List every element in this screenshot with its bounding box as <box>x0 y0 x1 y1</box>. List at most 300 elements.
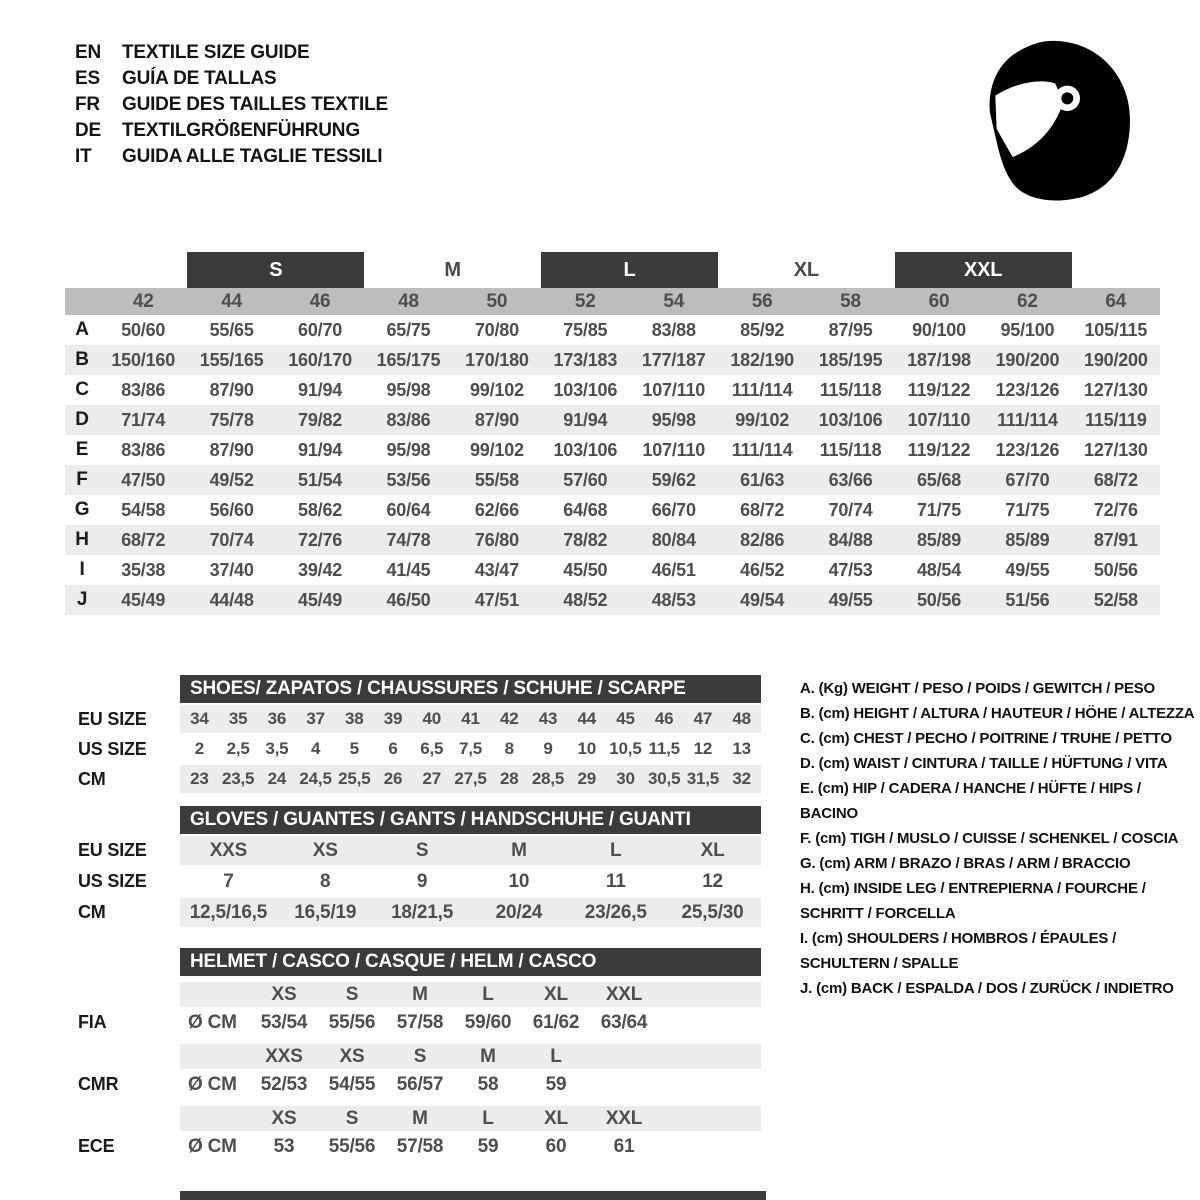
glove-size-cell: 20/24 <box>495 901 543 923</box>
shoe-size-cell: 13 <box>732 739 751 758</box>
measurement-cell: 59/62 <box>651 469 696 490</box>
measurement-cell: 87/90 <box>474 409 519 430</box>
helmet-size-label: XL <box>544 1107 568 1129</box>
language-header <box>75 40 388 170</box>
helmet-size-cell: 58 <box>477 1073 499 1095</box>
measurement-cell: 71/74 <box>121 409 166 430</box>
helmet-size-cell: 55/56 <box>328 1011 376 1033</box>
shoe-size-cell: 2 <box>194 739 204 758</box>
numeric-size-band <box>65 288 1160 315</box>
numeric-size: 54 <box>663 290 685 312</box>
measurement-cell: 165/175 <box>376 349 441 370</box>
measurement-cell: 119/122 <box>907 439 971 460</box>
measurement-cell: 87/90 <box>209 379 254 400</box>
row-label: US SIZE <box>65 867 180 896</box>
shoe-size-cell: 3,5 <box>265 739 289 758</box>
measurement-cell: 43/47 <box>474 559 519 580</box>
measurement-cell: 54/58 <box>121 499 166 520</box>
helmet-size-cell: 59 <box>477 1135 499 1157</box>
glove-size-cell: 18/21,5 <box>391 901 454 923</box>
measurement-cell: 70/80 <box>474 319 519 340</box>
shoe-size-cell: 5 <box>349 739 359 758</box>
numeric-size: 50 <box>486 290 508 312</box>
measurement-cell: 37/40 <box>209 559 254 580</box>
measurement-cell: 111/114 <box>997 409 1058 430</box>
legend-item: J. (cm) BACK / ESPALDA / DOS / ZURÜCK / INDIETRO <box>800 980 1174 997</box>
shoe-size-cell: 23 <box>190 769 209 788</box>
row-letter: B <box>75 349 89 370</box>
measurement-cell: 46/50 <box>386 589 431 610</box>
measurement-cell: 48/54 <box>916 559 962 580</box>
standard-label: ECE <box>78 1136 115 1156</box>
measurement-cell: 83/88 <box>651 319 696 340</box>
measurement-cell: 60/70 <box>298 319 343 340</box>
measurement-cell: 87/91 <box>1093 529 1138 550</box>
measurement-cell: 71/75 <box>916 499 962 520</box>
row-label: EU SIZE <box>65 705 180 733</box>
guide-title: GUIDA ALLE TAGLIE TESSILI <box>122 146 383 167</box>
measurement-cell: 150/160 <box>111 349 176 370</box>
helmet-size-label: XXS <box>265 1045 303 1067</box>
measurement-cell: 103/106 <box>818 409 883 430</box>
measurement-cell: 84/88 <box>828 529 873 550</box>
helmet-size-cell: 57/58 <box>396 1135 444 1157</box>
measurement-cell: 60/64 <box>386 499 431 520</box>
measurement-cell: 49/55 <box>828 589 873 610</box>
measurement-cell: 74/78 <box>386 529 431 550</box>
measurement-cell: 111/114 <box>731 379 793 400</box>
measurement-cell: 76/80 <box>474 529 519 550</box>
measurement-cell: 87/95 <box>828 319 873 340</box>
row-letter: C <box>75 379 89 400</box>
helmet-size-label: L <box>550 1045 562 1067</box>
shoes-section-header: SHOES/ ZAPATOS / CHAUSSURES / SCHUHE / SCARPE <box>180 675 761 703</box>
measurement-cell: 72/76 <box>1093 499 1138 520</box>
measurement-cell: 51/54 <box>298 469 343 490</box>
measurement-cell: 41/45 <box>386 559 431 580</box>
helmet-size-cell: 53/54 <box>260 1011 308 1033</box>
measurement-cell: 173/183 <box>553 349 618 370</box>
measurement-cell: 123/126 <box>995 379 1060 400</box>
guide-title: TEXTILGRÖßENFÜHRUNG <box>122 120 360 141</box>
measurement-row <box>65 345 1160 375</box>
shoe-size-cell: 2,5 <box>226 739 250 758</box>
glove-size-cell: 12,5/16,5 <box>189 901 268 923</box>
helmet-size-cell: 63/64 <box>600 1011 648 1033</box>
measurement-cell: 177/187 <box>641 349 706 370</box>
measurement-cell: 83/86 <box>121 439 166 460</box>
shoe-size-cell: 44 <box>577 709 596 728</box>
helmet-size-cell: 59 <box>545 1073 567 1095</box>
measurement-cell: 107/110 <box>907 409 971 430</box>
measurement-cell: 49/52 <box>209 469 254 490</box>
measurement-cell: 83/86 <box>121 379 166 400</box>
glove-size-cell: L <box>610 839 622 861</box>
glove-size-cell: 16,5/19 <box>294 901 357 923</box>
shoe-size-cell: 41 <box>461 709 480 728</box>
language-code: DE <box>75 120 101 141</box>
row-label: US SIZE <box>65 735 180 763</box>
legend-item: A. (Kg) WEIGHT / PESO / POIDS / GEWITCH / PESO <box>800 680 1155 697</box>
measurement-cell: 85/89 <box>1005 529 1050 550</box>
glove-size-cell: XL <box>700 839 725 861</box>
measurement-cell: 50/60 <box>121 319 166 340</box>
numeric-size: 42 <box>132 290 154 312</box>
helmet-size-label: L <box>482 1107 494 1129</box>
legend-item: D. (cm) WAIST / CINTURA / TAILLE / HÜFTUNG / VITA <box>800 755 1168 772</box>
helmet-size-label: M <box>412 1107 428 1129</box>
measurement-cell: 66/70 <box>651 499 696 520</box>
measurement-cell: 91/94 <box>563 409 608 430</box>
shoe-size-cell: 11,5 <box>648 739 680 758</box>
guide-title: TEXTILE SIZE GUIDE <box>122 42 310 63</box>
shoe-size-cell: 8 <box>504 739 514 758</box>
shoe-size-cell: 31,5 <box>686 769 720 788</box>
helmet-values-row <box>78 1007 761 1038</box>
measurement-row <box>65 405 1160 435</box>
shoe-size-cell: 30 <box>616 769 635 788</box>
helmet-sizes-row <box>180 1106 761 1131</box>
helmet-values-row <box>78 1131 761 1162</box>
measurement-cell: 78/82 <box>563 529 608 550</box>
helmet-section-header: HELMET / CASCO / CASQUE / HELM / CASCO <box>180 948 761 976</box>
measurement-cell: 107/110 <box>642 439 706 460</box>
measurement-cell: 95/98 <box>386 439 431 460</box>
measurement-cell: 115/119 <box>1085 409 1147 430</box>
shoe-size-cell: 24 <box>267 769 287 788</box>
shoe-size-cell: 12 <box>693 739 713 758</box>
shoe-size-cell: 10 <box>577 739 596 758</box>
helmet-size-cell: 61/62 <box>532 1011 580 1033</box>
helmet-size-cell: 56/57 <box>396 1073 444 1095</box>
measurement-cell: 55/65 <box>209 319 254 340</box>
measurement-cell: 85/92 <box>740 319 785 340</box>
shoe-size-cell: 46 <box>654 709 674 728</box>
shoe-size-cell: 27 <box>422 769 442 788</box>
size-group-label: S <box>187 252 364 288</box>
helmet-standard-block <box>78 1044 761 1100</box>
shoe-size-cell: 38 <box>345 709 364 728</box>
measurement-cell: 95/98 <box>651 409 696 430</box>
shoe-size-cell: 25,5 <box>338 769 371 788</box>
measurement-cell: 58/62 <box>298 499 343 520</box>
numeric-size: 64 <box>1105 290 1127 312</box>
measurement-cell: 65/68 <box>916 469 962 490</box>
numeric-size: 44 <box>221 290 242 312</box>
numeric-size: 58 <box>840 290 861 312</box>
measurement-cell: 75/85 <box>563 319 608 340</box>
measurement-cell: 99/102 <box>469 379 524 400</box>
shoe-size-cell: 6,5 <box>420 739 444 758</box>
measurement-row <box>65 525 1160 555</box>
helmet-size-label: XXL <box>605 983 643 1005</box>
measurement-cell: 99/102 <box>735 409 790 430</box>
numeric-size: 62 <box>1017 290 1038 312</box>
measurement-cell: 48/52 <box>563 589 608 610</box>
measurement-cell: 55/58 <box>474 469 519 490</box>
glove-size-cell: 25,5/30 <box>681 901 744 923</box>
helmet-size-label: L <box>482 983 494 1005</box>
legend-item: F. (cm) TIGH / MUSLO / CUISSE / SCHENKEL / COSCIA <box>800 830 1179 847</box>
helmet-size-label: M <box>412 983 428 1005</box>
measurement-cell: 190/200 <box>1084 349 1148 370</box>
measurement-cell: 48/53 <box>651 589 696 610</box>
measurement-cell: 47/51 <box>474 589 519 610</box>
shoe-size-cell: 42 <box>499 709 519 728</box>
size-group-label: L <box>541 252 718 288</box>
measurement-cell: 99/102 <box>469 439 524 460</box>
measurement-cell: 46/51 <box>651 559 696 580</box>
measurement-cell: 64/68 <box>563 499 608 520</box>
standard-label: FIA <box>78 1012 107 1032</box>
measurement-cell: 45/49 <box>298 589 343 610</box>
helmet-size-cell: 53 <box>273 1135 295 1157</box>
row-letter: D <box>75 409 89 430</box>
measurement-cell: 57/60 <box>563 469 608 490</box>
helmet-size-cell: 54/55 <box>328 1073 376 1095</box>
measurement-cell: 80/84 <box>651 529 696 550</box>
measurement-cell: 119/122 <box>907 379 971 400</box>
helmet-size-label: M <box>480 1045 496 1067</box>
measurement-row <box>65 435 1160 465</box>
helmet-size-cell: 57/58 <box>396 1011 444 1033</box>
measurement-cell: 82/86 <box>740 529 785 550</box>
legend-item: H. (cm) INSIDE LEG / ENTREPIERNA / FOURCHE / SCHRITT / FORCELLA <box>800 880 1146 922</box>
glove-size-cell: 10 <box>508 870 530 892</box>
measurement-cell: 50/56 <box>916 589 962 610</box>
measurement-cell: 46/52 <box>740 559 785 580</box>
shoe-size-cell: 24,5 <box>299 769 332 788</box>
glove-size-cell: 7 <box>223 870 234 892</box>
measurement-cell: 52/58 <box>1093 589 1138 610</box>
glove-size-cell: 23/26,5 <box>584 901 647 923</box>
helmet-size-cell: 52/53 <box>260 1073 308 1095</box>
row-label: CM <box>65 898 180 927</box>
helmet-sizes-row <box>180 982 761 1007</box>
numeric-size: 46 <box>309 290 331 312</box>
measurement-cell: 39/42 <box>298 559 343 580</box>
diameter-unit-label: Ø CM <box>188 1011 237 1033</box>
language-code: ES <box>75 68 100 89</box>
measurement-cell: 71/75 <box>1005 499 1050 520</box>
glove-size-cell: 11 <box>605 870 626 892</box>
measurement-cell: 35/38 <box>121 559 166 580</box>
shoe-size-cell: 23,5 <box>221 769 255 788</box>
measurement-legend <box>800 676 1200 1001</box>
size-group-label: XL <box>793 258 819 281</box>
measurement-cell: 107/110 <box>642 379 706 400</box>
measurement-cell: 87/90 <box>209 439 254 460</box>
row-label: CM <box>65 765 180 793</box>
shoe-size-cell: 47 <box>693 709 713 728</box>
measurement-cell: 95/100 <box>1000 319 1055 340</box>
measurement-row <box>65 315 1160 345</box>
diameter-unit-label: Ø CM <box>188 1073 237 1095</box>
measurement-cell: 62/66 <box>474 499 519 520</box>
measurement-cell: 67/70 <box>1005 469 1050 490</box>
helmet-size-label: XXL <box>605 1107 643 1129</box>
measurement-cell: 49/54 <box>740 589 785 610</box>
shoe-size-cell: 4 <box>310 739 321 758</box>
numeric-size: 52 <box>574 290 596 312</box>
legend-item: B. (cm) HEIGHT / ALTURA / HAUTEUR / HÖHE / ALTEZZA <box>800 705 1195 722</box>
row-letter: E <box>75 439 89 460</box>
measurement-rows <box>65 315 1160 615</box>
shoe-size-cell: 40 <box>422 709 442 728</box>
glove-size-cell: XXS <box>209 839 248 861</box>
shoe-size-cell: 7,5 <box>458 739 483 758</box>
language-code: IT <box>75 146 92 167</box>
measurement-cell: 68/72 <box>740 499 785 520</box>
helmet-values-row <box>78 1069 761 1100</box>
row-letter: J <box>76 589 88 610</box>
measurement-cell: 70/74 <box>209 529 254 550</box>
measurement-cell: 115/118 <box>819 379 882 400</box>
row-letter: I <box>79 559 85 580</box>
shoe-size-cell: 28 <box>499 769 519 788</box>
language-row <box>75 40 388 66</box>
glove-size-cell: 9 <box>416 870 428 892</box>
shoe-size-cell: 27,5 <box>454 769 487 788</box>
shoe-size-cell: 43 <box>538 709 558 728</box>
measurement-cell: 91/94 <box>298 379 343 400</box>
measurement-cell: 68/72 <box>1093 469 1138 490</box>
shoe-size-cell: 29 <box>577 769 596 788</box>
measurement-cell: 56/60 <box>209 499 254 520</box>
glove-size-cell: 12 <box>702 870 723 892</box>
shoe-size-cell: 35 <box>228 709 248 728</box>
measurement-cell: 103/106 <box>553 379 618 400</box>
measurement-cell: 105/115 <box>1084 319 1148 340</box>
glove-size-cell: S <box>415 839 429 861</box>
size-group-label: XXL <box>895 252 1072 288</box>
shoe-size-cell: 9 <box>543 739 553 758</box>
measurement-cell: 95/98 <box>386 379 431 400</box>
measurement-cell: 187/198 <box>907 349 971 370</box>
helmet-sizes-row <box>180 1044 761 1069</box>
measurement-cell: 91/94 <box>298 439 343 460</box>
shoe-size-cell: 10,5 <box>609 739 642 758</box>
measurement-cell: 63/66 <box>828 469 873 490</box>
gloves-section-header: GLOVES / GUANTES / GANTS / HANDSCHUHE / GUANTI <box>180 806 761 834</box>
measurement-row <box>65 585 1160 615</box>
row-letter: G <box>74 499 90 520</box>
measurement-cell: 127/130 <box>1084 439 1148 460</box>
measurement-cell: 123/126 <box>995 439 1060 460</box>
language-row <box>75 118 388 144</box>
measurement-cell: 68/72 <box>121 529 166 550</box>
language-code: EN <box>75 42 101 63</box>
measurement-cell: 47/50 <box>121 469 166 490</box>
language-code: FR <box>75 94 100 115</box>
shoe-size-cell: 37 <box>306 709 325 728</box>
measurement-cell: 127/130 <box>1084 379 1148 400</box>
measurement-cell: 155/165 <box>199 349 264 370</box>
measurement-cell: 185/195 <box>818 349 883 370</box>
racing-helmet-icon <box>978 35 1138 207</box>
shoe-size-cell: 26 <box>383 769 403 788</box>
language-row <box>75 66 388 92</box>
legend-item: C. (cm) CHEST / PECHO / POITRINE / TRUHE / PETTO <box>800 730 1172 747</box>
helmet-size-label: XS <box>271 1107 297 1129</box>
measurement-cell: 49/55 <box>1005 559 1050 580</box>
glove-size-cell: 8 <box>320 870 331 892</box>
measurement-cell: 65/75 <box>386 319 431 340</box>
measurement-cell: 85/89 <box>916 529 962 550</box>
measurement-cell: 51/56 <box>1005 589 1050 610</box>
measurement-cell: 45/50 <box>563 559 608 580</box>
measurement-cell: 75/78 <box>209 409 254 430</box>
row-letter: H <box>75 529 89 550</box>
measurement-cell: 83/86 <box>386 409 431 430</box>
measurement-cell: 61/63 <box>740 469 785 490</box>
guide-title: GUÍA DE TALLAS <box>122 68 277 89</box>
helmet-standard-block <box>78 982 761 1038</box>
measurement-cell: 160/170 <box>288 349 352 370</box>
language-row <box>75 92 388 118</box>
shoe-size-cell: 34 <box>190 709 209 728</box>
measurement-cell: 47/53 <box>828 559 873 580</box>
shoe-size-cell: 32 <box>732 769 751 788</box>
measurement-cell: 72/76 <box>298 529 343 550</box>
bottom-section-bar <box>180 1191 766 1200</box>
diameter-unit-label: Ø CM <box>188 1135 237 1157</box>
helmet-size-cell: 61 <box>613 1135 635 1157</box>
measurement-cell: 111/114 <box>731 439 793 460</box>
legend-item: E. (cm) HIP / CADERA / HANCHE / HÜFTE / HIPS / BACINO <box>800 780 1141 822</box>
helmet-size-label: S <box>413 1045 427 1067</box>
legend-item: G. (cm) ARM / BRAZO / BRAS / ARM / BRACCIO <box>800 855 1131 872</box>
shoe-size-cell: 28,5 <box>531 769 565 788</box>
helmet-size-cell: 59/60 <box>464 1011 512 1033</box>
measurement-cell: 103/106 <box>553 439 618 460</box>
legend-item: I. (cm) SHOULDERS / HOMBROS / ÉPAULES / SCHULTERN / SPALLE <box>800 930 1117 972</box>
row-label: EU SIZE <box>65 836 180 865</box>
shoe-size-cell: 39 <box>383 709 403 728</box>
standard-label: CMR <box>78 1074 119 1094</box>
helmet-size-label: XS <box>271 983 297 1005</box>
size-group-row <box>65 252 1160 288</box>
guide-title: GUIDE DES TAILLES TEXTILE <box>122 94 388 115</box>
measurement-cell: 53/56 <box>386 469 431 490</box>
row-letter: A <box>75 319 89 340</box>
textile-size-table <box>65 252 1160 615</box>
shoe-size-cell: 45 <box>616 709 635 728</box>
helmet-size-label: XL <box>544 983 568 1005</box>
measurement-cell: 70/74 <box>828 499 873 520</box>
numeric-size: 56 <box>751 290 773 312</box>
measurement-cell: 182/190 <box>730 349 794 370</box>
measurement-row <box>65 465 1160 495</box>
measurement-row <box>65 555 1160 585</box>
glove-size-cell: XS <box>312 839 338 861</box>
measurement-cell: 170/180 <box>465 349 529 370</box>
helmet-size-cell: 55/56 <box>328 1135 376 1157</box>
numeric-size: 48 <box>398 290 419 312</box>
helmet-size-label: XS <box>339 1045 365 1067</box>
shoe-size-cell: 30,5 <box>648 769 681 788</box>
shoe-size-cell: 6 <box>388 739 398 758</box>
measurement-row <box>65 495 1160 525</box>
measurement-cell: 45/49 <box>121 589 166 610</box>
helmet-standard-block <box>78 1106 761 1162</box>
measurement-cell: 115/118 <box>819 439 882 460</box>
glove-size-cell: M <box>511 839 527 861</box>
shoe-size-cell: 36 <box>267 709 287 728</box>
measurement-cell: 190/200 <box>995 349 1060 370</box>
helmet-size-cell: 60 <box>545 1135 567 1157</box>
measurement-cell: 90/100 <box>912 319 966 340</box>
